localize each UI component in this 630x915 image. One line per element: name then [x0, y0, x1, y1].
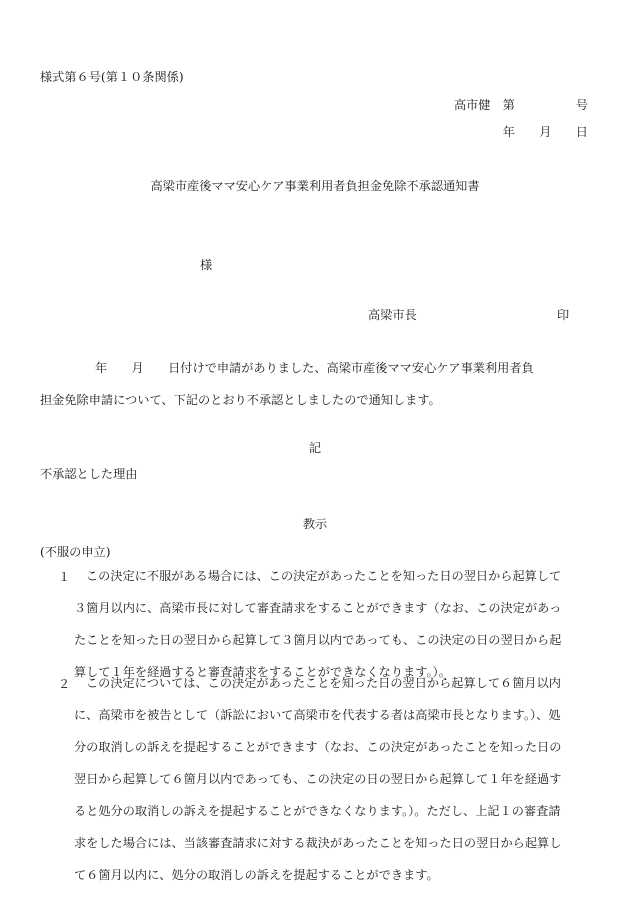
- item-2-line-4: 翌日から起算して６箇月以内であっても、この決定の日の翌日から起算して１年を経過す: [74, 772, 562, 786]
- item-2-line-2: に、高梁市を被告として（訴訟において高梁市を代表する者は高梁市長となります。）、処: [74, 708, 561, 722]
- document-title: 高梁市産後ママ安心ケア事業利用者負担金免除不承認通知書: [150, 179, 480, 193]
- body-text: [40, 352, 605, 416]
- date-line: 年 月 日: [502, 125, 588, 139]
- issuer-name: 高梁市長: [368, 308, 417, 322]
- item-1-line-1: この決定に不服がある場合には、この決定があったことを知った日の翌日から起算して: [86, 569, 562, 583]
- item-2-line-7: て６箇月以内に、処分の取消しの訴えを提起することができます。: [74, 868, 439, 882]
- item-2-line-6: 求をした場合には、当該審査請求に対する裁決があったことを知った日の翌日から起算し: [74, 836, 562, 850]
- item-2-text: [74, 667, 606, 891]
- item-1-line-2: ３箇月以内に、高梁市長に対して審査請求をすることができます（なお、この決定があっ: [74, 601, 562, 615]
- item-2-line-1: この決定については、この決定があったことを知った日の翌日から起算して６箇月以内: [86, 676, 561, 690]
- ki-heading: 記: [308, 441, 322, 455]
- item-2-number: ２: [58, 677, 71, 691]
- item-1-number: １: [58, 570, 71, 584]
- recipient-suffix: 様: [200, 258, 213, 272]
- reason-label: 不承認とした理由: [40, 467, 138, 481]
- reference-number: 高市健 第 号: [453, 98, 588, 112]
- form-label: 様式第６号(第１０条関係): [40, 70, 184, 84]
- item-2-line-3: 分の取消しの訴えを提起することができます（なお、この決定があったことを知った日の: [74, 740, 562, 754]
- seal-mark: 印: [557, 308, 570, 322]
- body-line-1: 年 月 日付けで申請がありました、高梁市産後ママ安心ケア事業利用者負: [95, 361, 534, 375]
- body-line-2: 担金免除申請について、下記のとおり不承認としましたので通知します。: [40, 393, 441, 407]
- item-1-line-4: 算して１年を経過すると審査請求をすることができなくなります。）。: [74, 665, 451, 679]
- fufuku-heading: (不服の申立): [40, 545, 111, 559]
- kyoji-heading: 教示: [302, 517, 328, 531]
- item-2-line-5: ると処分の取消しの訴えを提起することができなくなります。）。ただし、上記１の審査請: [74, 804, 561, 818]
- item-1-line-3: たことを知った日の翌日から起算して３箇月以内であっても、この決定の日の翌日から起: [74, 633, 562, 647]
